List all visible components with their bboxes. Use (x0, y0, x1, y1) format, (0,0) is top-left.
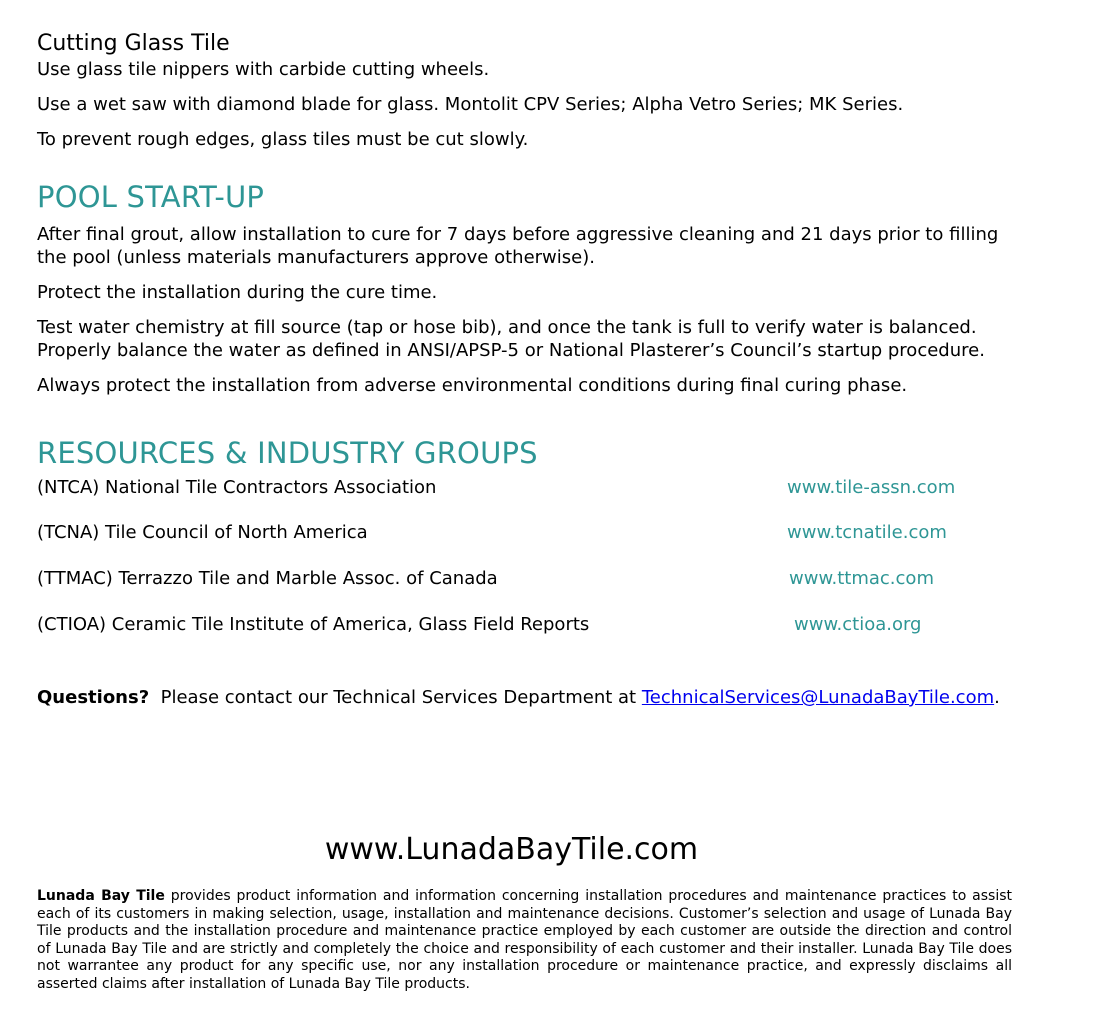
resource-name: (TCNA) Tile Council of North America (37, 522, 368, 543)
resources-title: RESOURCES & INDUSTRY GROUPS (37, 436, 538, 470)
cutting-heading: Cutting Glass Tile (37, 31, 230, 56)
resource-row-ntca (37, 477, 1017, 499)
resource-name: (NTCA) National Tile Contractors Association (37, 477, 437, 498)
startup-paragraph-1: After final grout, allow installation to cure for 7 days before aggressive cleaning and 21 days prior to filling the pool (unless materials manufacturers approve otherwise). (37, 224, 999, 268)
resource-name: (CTIOA) Ceramic Tile Institute of America, Glass Field Reports (37, 614, 590, 635)
questions-label: Questions? (37, 687, 150, 708)
resource-link[interactable]: www.tile-assn.com (787, 477, 956, 498)
resource-link[interactable]: www.ctioa.org (794, 614, 922, 635)
startup-paragraph-3: Test water chemistry at fill source (tap or hose bib), and once the tank is full to verify water is balanced. Properly balance the water as defined in ANSI/APSP-5 or National Plasterer’s Council’s startup procedure. (37, 317, 985, 361)
questions-trailing: . (994, 687, 1000, 708)
resource-row-tcna (37, 522, 1017, 544)
questions-line (37, 687, 1017, 709)
document-body (37, 30, 1017, 709)
cutting-line-2: Use a wet saw with diamond blade for glass. Montolit CPV Series; Alpha Vetro Series; MK Series. (37, 94, 904, 115)
resource-name: (TTMAC) Terrazzo Tile and Marble Assoc. of Canada (37, 568, 498, 589)
startup-title: POOL START-UP (37, 180, 265, 214)
resource-row-ttmac (37, 568, 1017, 590)
technical-services-email-link[interactable]: TechnicalServices@LunadaBayTile.com (641, 687, 995, 708)
resource-link[interactable]: www.ttmac.com (789, 568, 934, 589)
disclaimer (37, 888, 1012, 993)
disclaimer-company: Lunada Bay Tile (37, 888, 165, 904)
resource-link[interactable]: www.tcnatile.com (787, 522, 947, 543)
site-url: www.LunadaBayTile.com (324, 832, 699, 867)
startup-paragraph-4: Always protect the installation from adverse environmental conditions during final curing phase. (37, 375, 908, 396)
cutting-line-1: Use glass tile nippers with carbide cutting wheels. (37, 59, 490, 80)
resource-row-ctioa (37, 614, 1017, 636)
startup-paragraph-2: Protect the installation during the cure time. (37, 282, 438, 303)
questions-text: Please contact our Technical Services Department at (160, 687, 637, 708)
disclaimer-text: provides product information and information concerning installation procedures and maintenance practices to assist each of its customers in making selection, usage, installation and maintenance decisions. Customer’s selection and usage of Lunada Bay Tile products and the installation procedure and maintenance practice employed by each customer are outside the direction and control of Lunada Bay Tile and are strictly and completely the choice and responsibility of each customer and their installer. Lunada Bay Tile does not warrantee any product for any specific use, nor any installation procedure or maintenance practice, and expressly disclaims all asserted claims after installation of Lunada Bay Tile products. (37, 888, 1012, 992)
cutting-line-3: To prevent rough edges, glass tiles must be cut slowly. (37, 129, 529, 150)
